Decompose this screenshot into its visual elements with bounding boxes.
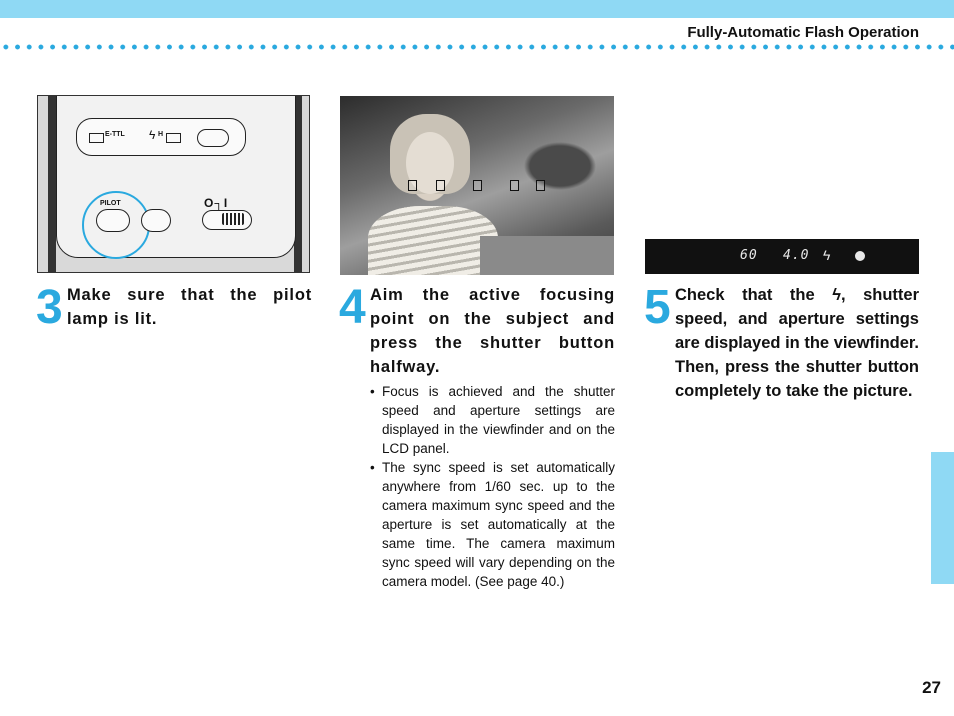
- subject-sweater: [368, 206, 498, 275]
- viewfinder-shutter-speed: 60: [740, 248, 758, 263]
- page-number: 27: [922, 678, 941, 697]
- dotted-divider: [0, 44, 954, 50]
- flash-ready-icon: ϟ: [823, 247, 831, 263]
- flash-unit-illustration: [37, 95, 310, 273]
- pilot-lamp-button: [96, 209, 130, 232]
- step-number: 5: [644, 281, 671, 334]
- af-point-icon: [510, 180, 519, 191]
- ettl-indicator-box: [89, 133, 104, 143]
- lightning-bolt-icon: ϟ: [832, 286, 841, 304]
- step-notes-list: [370, 382, 615, 591]
- step-text-after: , shutter speed, and aperture settings are displayed in the viewfinder. Then, press the shutter button completely to take the picture.: [675, 286, 919, 400]
- focus-confirmation-icon: [855, 251, 865, 261]
- high-speed-indicator-box: [166, 133, 181, 143]
- viewfinder-display: [645, 239, 919, 274]
- list-item: [370, 458, 615, 591]
- af-point-icon: [436, 180, 445, 191]
- lightning-bolt-icon: ϟ: [149, 128, 156, 142]
- note-text: The sync speed is set automatically anywhere from 1/60 sec. up to the camera maximum sync speed and the aperture is set automatically at the same time. The camera maximum sync speed will vary depending on the camera model. (See page 40.): [382, 460, 615, 589]
- step-number: 4: [339, 281, 366, 334]
- flash-mode-display: [76, 118, 246, 156]
- table: [480, 236, 614, 275]
- ettl-label: E-TTL: [105, 131, 125, 138]
- pilot-label: PILOT: [100, 200, 121, 207]
- step-instruction: [675, 283, 919, 403]
- step-text-before: Check that the: [675, 286, 815, 304]
- section-side-tab: [931, 452, 954, 584]
- bullet-icon: •: [370, 384, 375, 399]
- list-item: [370, 382, 615, 458]
- viewfinder-aperture: 4.0: [783, 248, 810, 263]
- high-speed-label: H: [158, 131, 164, 138]
- power-switch-knob: [222, 213, 244, 225]
- af-point-icon: [536, 180, 545, 191]
- af-point-icon: [473, 180, 482, 191]
- flash-frame-left: [48, 96, 56, 273]
- step-number: 3: [36, 281, 63, 334]
- mode-button: [197, 129, 229, 147]
- note-text: Focus is achieved and the shutter speed and aperture settings are displayed in the viewfinder and on the LCD panel.: [382, 384, 615, 456]
- page-header-title: Fully-Automatic Flash Operation: [687, 24, 919, 41]
- test-button: [141, 209, 171, 232]
- af-point-icon: [408, 180, 417, 191]
- step-instruction: Aim the active focusing point on the subject and press the shutter button halfway.: [370, 286, 615, 376]
- subject-photo: [340, 96, 614, 275]
- bullet-icon: •: [370, 460, 375, 475]
- power-switch-icon: O┐I: [204, 196, 229, 210]
- top-color-band: [0, 0, 954, 18]
- step-instruction: Make sure that the pilot lamp is lit.: [67, 286, 312, 328]
